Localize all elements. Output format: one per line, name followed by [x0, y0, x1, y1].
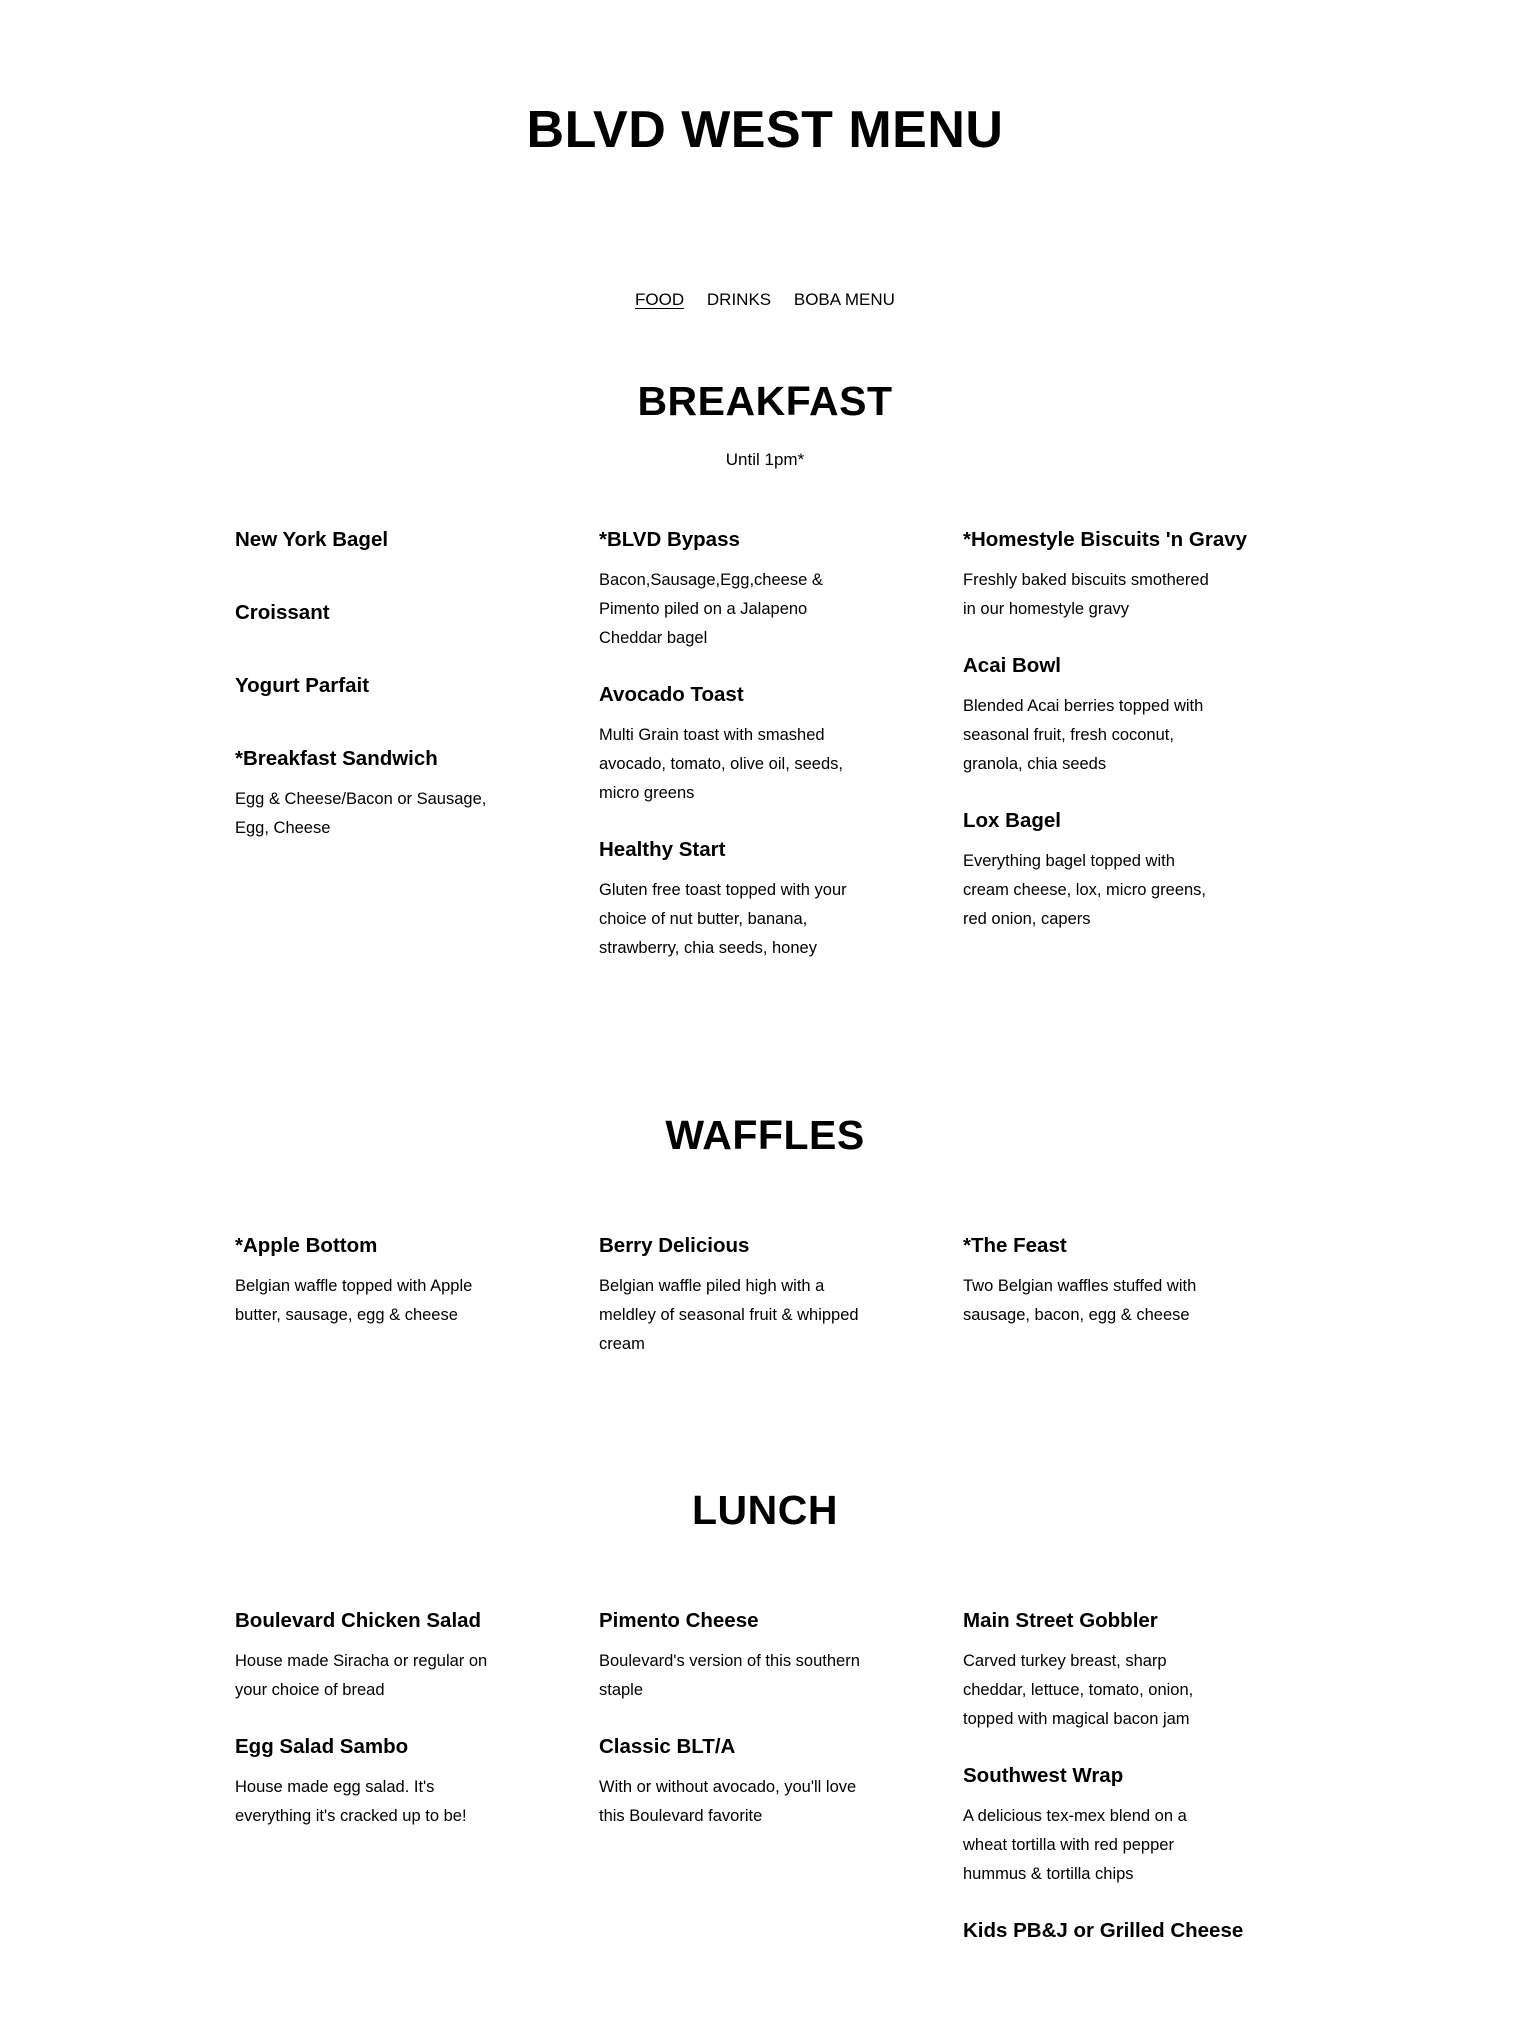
menu-item [963, 1762, 1263, 1889]
lunch-column-2 [599, 1607, 899, 1859]
menu-nav [0, 288, 1530, 312]
menu-item [963, 1917, 1263, 1945]
menu-item-description: Belgian waffle piled high with a meldley of seasonal fruit & whipped cream [599, 1277, 859, 1353]
menu-item-name: Lox Bagel [963, 809, 1061, 832]
menu-item-name: Southwest Wrap [963, 1764, 1124, 1787]
breakfast-column-2 [599, 526, 899, 991]
menu-item-description: Two Belgian waffles stuffed with sausage, bacon, egg & cheese [963, 1277, 1197, 1324]
menu-item [235, 745, 535, 843]
menu-item-description: Gluten free toast topped with your choice of nut butter, banana, strawberry, chia seeds, honey [599, 881, 847, 957]
nav-tab-food[interactable]: FOOD [635, 290, 685, 309]
menu-item [599, 1733, 899, 1831]
menu-item [235, 672, 535, 700]
menu-item-description: Egg & Cheese/Bacon or Sausage, Egg, Cheese [235, 790, 487, 837]
lunch-section-title: LUNCH [692, 1487, 838, 1533]
page-title: BLVD WEST MENU [526, 101, 1004, 159]
menu-item-name: *Breakfast Sandwich [235, 747, 438, 770]
menu-item [599, 526, 899, 653]
menu-item-name: Pimento Cheese [599, 1609, 759, 1632]
menu-item [599, 1232, 899, 1359]
waffles-column-1 [235, 1232, 535, 1358]
menu-item-description: Blended Acai berries topped with seasonal fruit, fresh coconut, granola, chia seeds [963, 697, 1204, 773]
menu-item-description: A delicious tex-mex blend on a wheat tortilla with red pepper hummus & tortilla chips [963, 1807, 1187, 1883]
breakfast-section-title: BREAKFAST [637, 378, 893, 424]
menu-item [963, 652, 1263, 779]
menu-item-description: Everything bagel topped with cream cheese, lox, micro greens, red onion, capers [963, 852, 1207, 928]
menu-item-name: Kids PB&J or Grilled Cheese [963, 1919, 1244, 1942]
menu-item [963, 1607, 1263, 1734]
breakfast-column-3 [963, 526, 1263, 962]
menu-item [235, 599, 535, 627]
menu-item-description: House made egg salad. It's everything it's cracked up to be! [235, 1778, 467, 1825]
menu-item [235, 1232, 535, 1330]
breakfast-column-1 [235, 526, 535, 871]
nav-tab-drinks[interactable]: DRINKS [706, 290, 772, 309]
menu-item-name: New York Bagel [235, 528, 389, 551]
lunch-column-1 [235, 1607, 535, 1859]
menu-item-description: With or without avocado, you'll love this Boulevard favorite [599, 1778, 857, 1825]
menu-item [599, 1607, 899, 1705]
menu-item-name: Main Street Gobbler [963, 1609, 1158, 1632]
menu-item-name: *Homestyle Biscuits 'n Gravy [963, 528, 1248, 551]
waffles-column-3 [963, 1232, 1263, 1358]
menu-item-description: Carved turkey breast, sharp cheddar, lettuce, tomato, onion, topped with magical bacon jam [963, 1652, 1194, 1728]
menu-item-description: Belgian waffle topped with Apple butter, sausage, egg & cheese [235, 1277, 473, 1324]
menu-item-name: *BLVD Bypass [599, 528, 740, 551]
menu-item [963, 1232, 1263, 1330]
menu-item-name: Croissant [235, 601, 330, 624]
menu-item [599, 836, 899, 963]
menu-item-name: *Apple Bottom [235, 1234, 378, 1257]
menu-item [963, 526, 1263, 624]
menu-item-description: Bacon,Sausage,Egg,cheese & Pimento piled on a Jalapeno Cheddar bagel [599, 571, 823, 647]
menu-item-description: Boulevard's version of this southern staple [599, 1652, 860, 1699]
nav-tab-boba-menu[interactable]: BOBA MENU [793, 290, 895, 309]
menu-item-name: Healthy Start [599, 838, 726, 861]
menu-item-name: Boulevard Chicken Salad [235, 1609, 482, 1632]
menu-item-name: *The Feast [963, 1234, 1067, 1257]
lunch-column-3 [963, 1607, 1263, 1990]
menu-item [235, 1607, 535, 1705]
menu-item [963, 807, 1263, 934]
menu-item-name: Yogurt Parfait [235, 674, 370, 697]
menu-item-name: Berry Delicious [599, 1234, 750, 1257]
menu-item-name: Egg Salad Sambo [235, 1735, 409, 1758]
menu-item [599, 681, 899, 808]
menu-item-description: Multi Grain toast with smashed avocado, tomato, olive oil, seeds, micro greens [599, 726, 843, 802]
menu-item [235, 526, 535, 554]
breakfast-subtitle: Until 1pm* [725, 450, 805, 469]
menu-item-name: Acai Bowl [963, 654, 1061, 677]
waffles-section-title: WAFFLES [665, 1112, 865, 1158]
menu-item-name: Classic BLT/A [599, 1735, 736, 1758]
menu-item-description: Freshly baked biscuits smothered in our homestyle gravy [963, 571, 1209, 618]
menu-item-description: House made Siracha or regular on your choice of bread [235, 1652, 488, 1699]
waffles-column-2 [599, 1232, 899, 1387]
menu-item [235, 1733, 535, 1831]
menu-item-name: Avocado Toast [599, 683, 744, 706]
